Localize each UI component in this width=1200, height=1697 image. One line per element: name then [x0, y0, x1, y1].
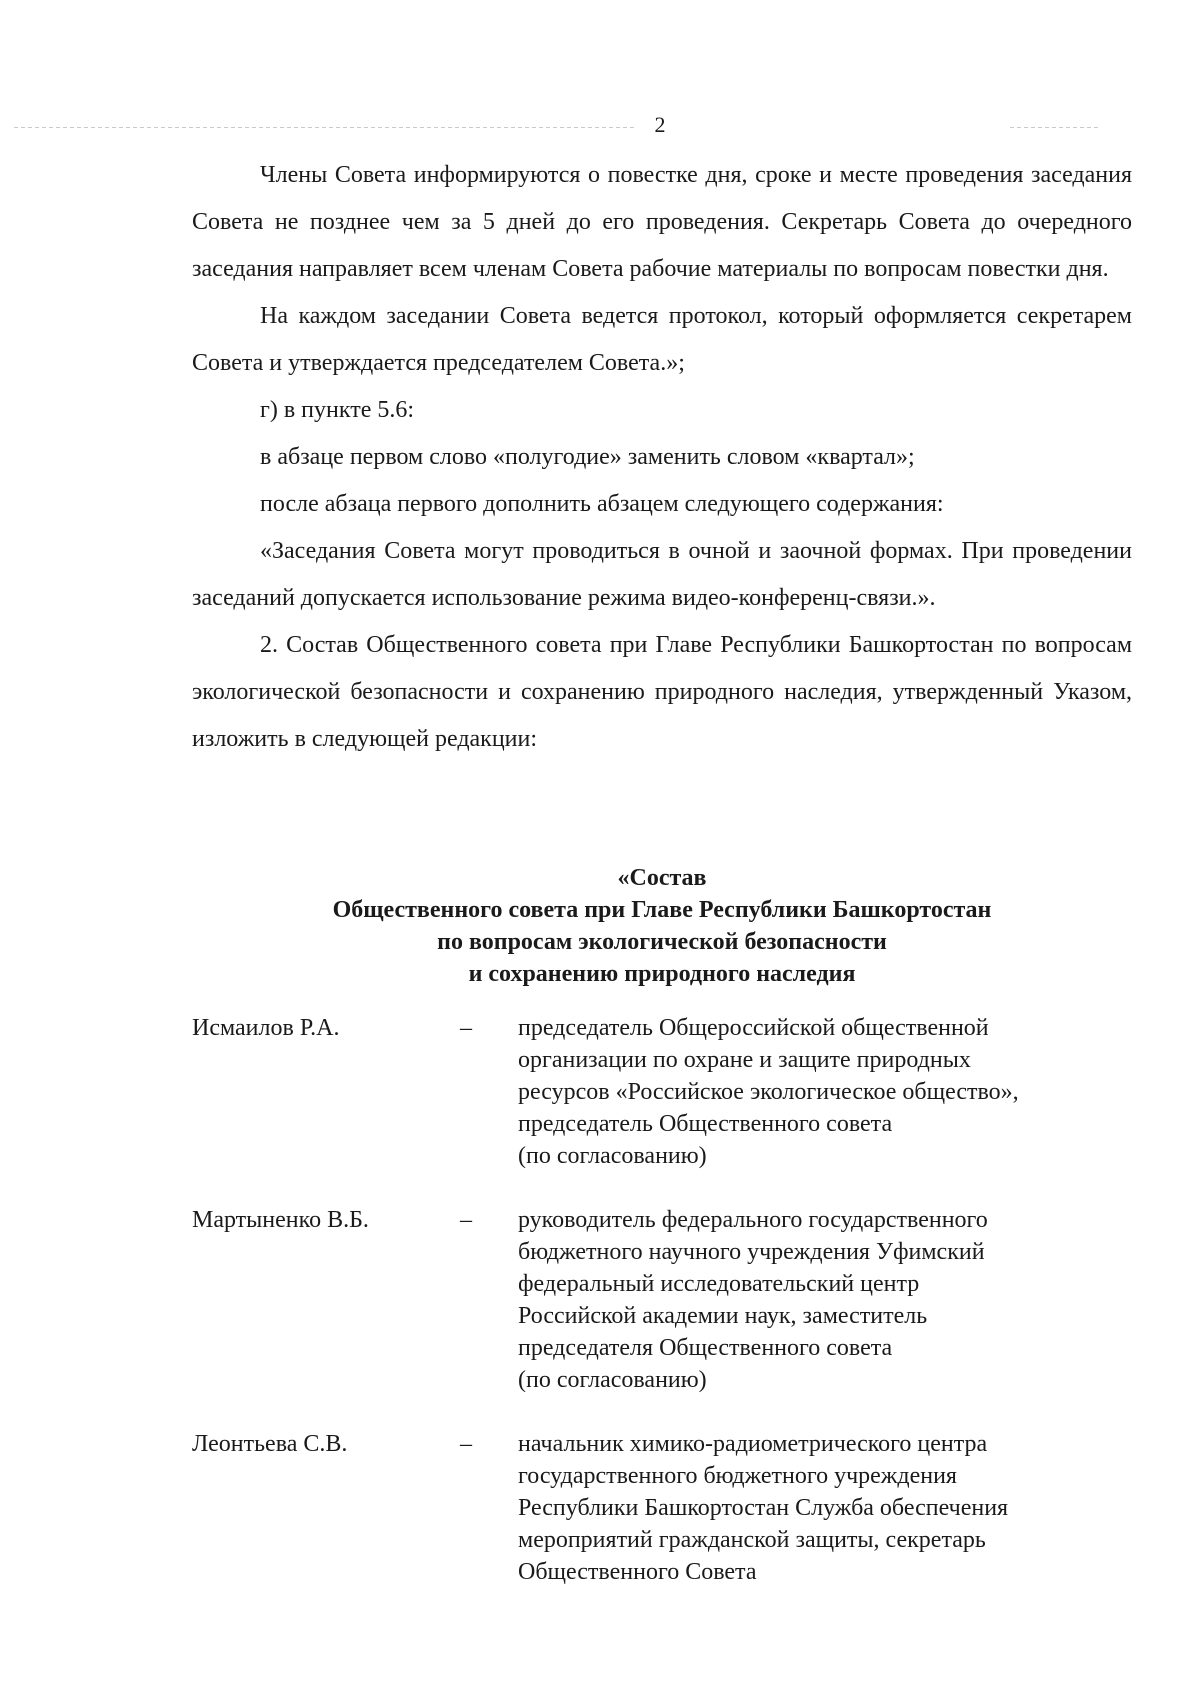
role-line: государственного бюджетного учреждения	[518, 1463, 957, 1489]
role-line: организации по охране и защите природных	[518, 1047, 971, 1073]
heading-line: «Состав	[617, 865, 707, 891]
paragraph: На каждом заседании Совета ведется протокол, который оформляется секретарем Совета и утверждается председателем Совета.»;	[192, 303, 1132, 376]
member-entry	[192, 1428, 1132, 1588]
role-line: (по согласованию)	[518, 1367, 707, 1393]
paragraph: г) в пункте 5.6:	[260, 397, 415, 423]
member-role	[518, 1204, 1132, 1396]
council-members-list	[192, 1012, 1132, 1620]
heading-line: Общественного совета при Главе Республики Башкортостан	[332, 897, 992, 923]
role-line: Общественного Совета	[518, 1559, 757, 1585]
document-body	[192, 152, 1132, 763]
role-line: Республики Башкортостан Служба обеспечения	[518, 1495, 1009, 1521]
member-role	[518, 1012, 1132, 1172]
role-line: бюджетного научного учреждения Уфимский	[518, 1239, 985, 1265]
role-line: Российской академии наук, заместитель	[518, 1303, 928, 1329]
role-line: мероприятий гражданской защиты, секретарь	[518, 1527, 986, 1553]
paragraph: в абзаце первом слово «полугодие» заменить словом «квартал»;	[260, 444, 915, 470]
role-line: председатель Общественного совета	[518, 1111, 893, 1137]
role-line: (по согласованию)	[518, 1143, 707, 1169]
member-role	[518, 1428, 1132, 1588]
role-line: начальник химико-радиометрического центра	[518, 1431, 988, 1457]
member-name: Исмаилов Р.А.	[192, 1015, 340, 1041]
paragraph: после абзаца первого дополнить абзацем следующего содержания:	[260, 491, 944, 517]
member-entry	[192, 1204, 1132, 1396]
role-line: федеральный исследовательский центр	[518, 1271, 920, 1297]
role-line: председатель Общероссийской общественной	[518, 1015, 989, 1041]
heading-line: по вопросам экологической безопасности	[437, 929, 887, 955]
member-name: Мартыненко В.Б.	[192, 1207, 369, 1233]
paragraph: Члены Совета информируются о повестке дня, сроке и месте проведения заседания Совета не позднее чем за 5 дней до его проведения. Секретарь Совета до очередного заседания направляет всем членам Совета рабочие материалы по вопросам повестки дня.	[192, 162, 1132, 282]
role-line: председателя Общественного совета	[518, 1335, 893, 1361]
heading-line: и сохранению природного наследия	[468, 961, 856, 987]
member-entry	[192, 1012, 1132, 1172]
member-name: Леонтьева С.В.	[192, 1431, 348, 1457]
paragraph: 2. Состав Общественного совета при Главе Республики Башкортостан по вопросам экологической безопасности и сохранению природного наследия, утвержденный Указом, изложить в следующей редакции:	[192, 632, 1132, 752]
member-dash: –	[460, 1207, 472, 1233]
member-dash: –	[460, 1015, 472, 1041]
role-line: руководитель федерального государственного	[518, 1207, 988, 1233]
member-dash: –	[460, 1431, 472, 1457]
paragraph: «Заседания Совета могут проводиться в очной и заочной формах. При проведении заседаний допускается использование режима видео-конференц-связи.».	[192, 538, 1132, 611]
page-number: 2	[654, 112, 666, 137]
role-line: ресурсов «Российское экологическое общество»,	[518, 1079, 1019, 1105]
composition-heading	[192, 862, 1132, 990]
